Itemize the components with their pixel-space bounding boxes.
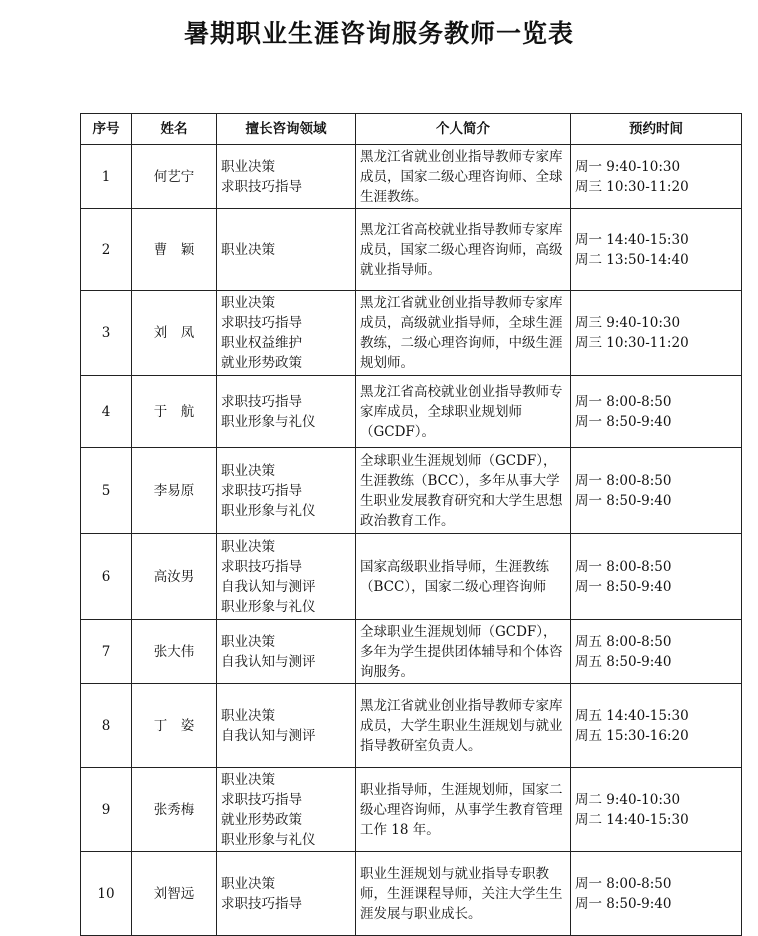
table-row [81,145,742,209]
row-bio [356,376,571,448]
row-times [571,448,742,534]
time-slot: 周二 13:50-14:40 [575,251,689,268]
row-times [571,620,742,684]
time-slot: 周一 8:50-9:40 [575,492,672,509]
row-name: 丁 姿 [132,684,217,768]
row-areas [217,852,356,936]
row-seq: 8 [81,684,132,768]
time-slot: 周一 8:00-8:50 [575,393,672,410]
row-times [571,534,742,620]
area-item: 求职技巧指导 [221,178,302,195]
row-seq: 10 [81,852,132,936]
row-areas [217,145,356,209]
row-areas [217,291,356,376]
table-row [81,620,742,684]
row-areas [217,376,356,448]
time-slot: 周一 8:50-9:40 [575,895,672,912]
row-name: 于 航 [132,376,217,448]
area-item: 职业决策 [221,158,275,175]
table-row [81,852,742,936]
row-seq: 5 [81,448,132,534]
time-slot: 周五 8:00-8:50 [575,633,672,650]
time-slot: 周一 8:50-9:40 [575,413,672,430]
header-seq: 序号 [81,114,132,145]
header-area: 擅长咨询领域 [217,114,356,145]
area-item: 自我认知与测评 [221,727,316,744]
row-bio [356,209,571,291]
row-seq: 6 [81,534,132,620]
area-item: 职业决策 [221,538,275,555]
table-row [81,376,742,448]
row-seq: 3 [81,291,132,376]
row-areas [217,768,356,852]
bio-text: 黑龙江省高校就业创业指导教师专家库成员，全球职业规划师（GCDF）。 [360,383,563,440]
bio-text: 黑龙江省就业创业指导教师专家库成员，高级就业指导师，全球生涯教练，二级心理咨询师，中级生涯规划师。 [360,295,563,371]
row-bio [356,291,571,376]
time-slot: 周一 8:00-8:50 [575,558,672,575]
area-item: 职业形象与礼仪 [221,598,316,615]
area-item: 职业形象与礼仪 [221,502,316,519]
table-header-row [81,114,742,145]
area-item: 就业形势政策 [221,811,302,828]
bio-text: 职业生涯规划与就业指导专职教师，生涯课程导师，关注大学生生涯发展与职业成长。 [360,865,563,922]
table-row [81,534,742,620]
row-areas [217,534,356,620]
table-row [81,448,742,534]
row-name: 张大伟 [132,620,217,684]
row-name: 张秀梅 [132,768,217,852]
row-name: 曹 颖 [132,209,217,291]
time-slot: 周一 8:50-9:40 [575,578,672,595]
area-item: 职业权益维护 [221,335,302,351]
bio-text: 黑龙江省高校就业指导教师专家库成员，国家二级心理咨询师，高级就业指导师。 [360,221,563,278]
area-item: 职业决策 [221,875,275,892]
row-name: 刘 凤 [132,291,217,376]
table-row [81,684,742,768]
time-slot: 周一 9:40-10:30 [575,158,681,175]
time-slot: 周二 9:40-10:30 [575,791,681,808]
area-item: 求职技巧指导 [221,895,302,912]
area-item: 求职技巧指导 [221,393,302,410]
row-bio [356,534,571,620]
time-slot: 周一 8:00-8:50 [575,875,672,892]
bio-text: 黑龙江省就业创业指导教师专家库成员，大学生职业生涯规划与就业指导教研室负责人。 [360,697,563,754]
row-seq: 7 [81,620,132,684]
row-times [571,209,742,291]
bio-text: 全球职业生涯规划师（GCDF），多年为学生提供团体辅导和个体咨询服务。 [360,623,563,680]
area-item: 职业决策 [221,633,275,650]
area-item: 职业决策 [221,295,275,311]
table-row [81,768,742,852]
time-slot: 周五 15:30-16:20 [575,727,689,744]
time-slot: 周一 8:00-8:50 [575,472,672,489]
area-item: 自我认知与测评 [221,653,316,670]
area-item: 求职技巧指导 [221,791,302,808]
teacher-table [80,113,742,936]
header-time: 预约时间 [571,114,742,145]
time-slot: 周五 14:40-15:30 [575,707,689,724]
row-bio [356,448,571,534]
row-bio [356,852,571,936]
row-areas [217,684,356,768]
time-slot: 周二 14:40-15:30 [575,811,689,828]
header-bio: 个人简介 [356,114,571,145]
area-item: 就业形势政策 [221,355,302,371]
row-bio [356,684,571,768]
area-item: 求职技巧指导 [221,558,302,575]
row-seq: 2 [81,209,132,291]
area-item: 职业决策 [221,462,275,479]
row-areas [217,620,356,684]
area-item: 求职技巧指导 [221,482,302,499]
table-row [81,291,742,376]
row-times [571,852,742,936]
time-slot: 周三 10:30-11:20 [575,335,689,351]
row-times [571,145,742,209]
time-slot: 周五 8:50-9:40 [575,653,672,670]
page-title: 暑期职业生涯咨询服务教师一览表 [183,19,574,48]
bio-text: 职业指导师，生涯规划师，国家二级心理咨询师，从事学生教育管理工作 18 年。 [360,781,563,838]
bio-text: 全球职业生涯规划师（GCDF），生涯教练（BCC），多年从事大学生职业发展教育研究和大学生思想政治教育工作。 [360,452,563,529]
bio-text: 黑龙江省就业创业指导教师专家库成员，国家二级心理咨询师、全球生涯教练。 [360,148,563,205]
row-bio [356,768,571,852]
header-name: 姓名 [132,114,217,145]
row-name: 何艺宁 [132,145,217,209]
row-bio [356,620,571,684]
row-times [571,684,742,768]
time-slot: 周三 10:30-11:20 [575,178,689,195]
area-item: 职业决策 [221,707,275,724]
row-name: 李易原 [132,448,217,534]
area-item: 职业决策 [221,241,275,258]
row-name: 刘智远 [132,852,217,936]
area-item: 自我认知与测评 [221,578,316,595]
bio-text: 国家高级职业指导师，生涯教练（BCC），国家二级心理咨询师 [360,558,549,595]
row-areas [217,209,356,291]
time-slot: 周三 9:40-10:30 [575,315,681,331]
time-slot: 周一 14:40-15:30 [575,231,689,248]
area-item: 职业形象与礼仪 [221,413,316,430]
area-item: 职业形象与礼仪 [221,831,316,848]
row-times [571,291,742,376]
area-item: 求职技巧指导 [221,315,302,331]
area-item: 职业决策 [221,771,275,788]
row-seq: 4 [81,376,132,448]
row-times [571,376,742,448]
row-times [571,768,742,852]
table-row [81,209,742,291]
row-seq: 9 [81,768,132,852]
row-seq: 1 [81,145,132,209]
row-bio [356,145,571,209]
row-name: 高汝男 [132,534,217,620]
row-areas [217,448,356,534]
